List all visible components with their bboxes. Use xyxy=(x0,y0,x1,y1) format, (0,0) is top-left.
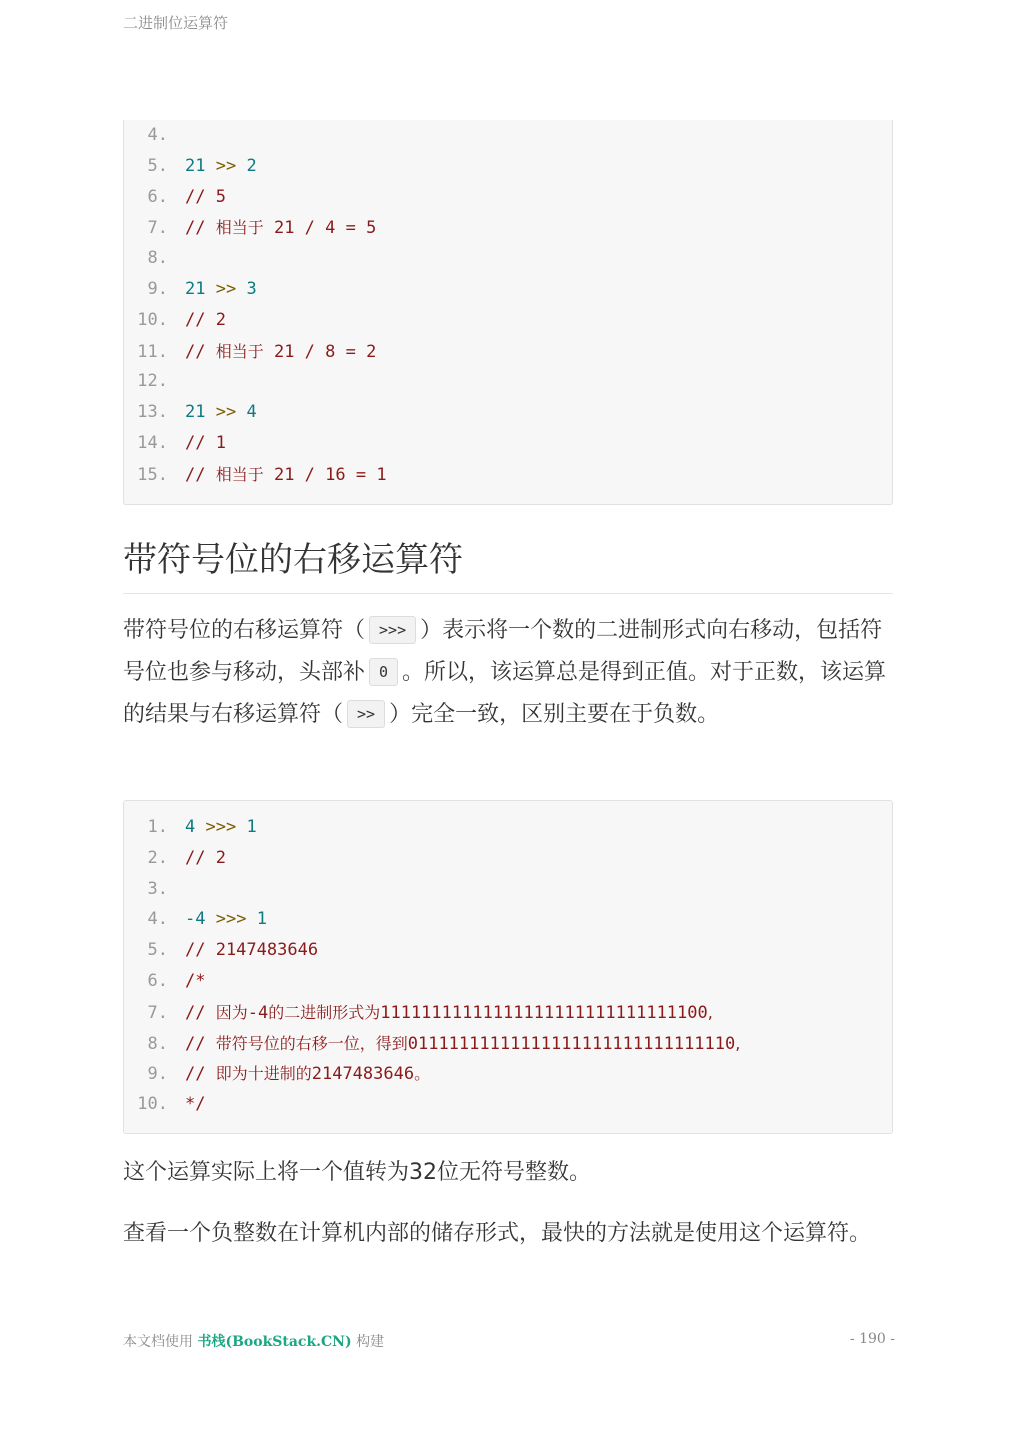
section-title: 带符号位的右移运算符 xyxy=(123,532,893,594)
code-token: 1 xyxy=(246,817,257,837)
para-text: 。所以，该运算总是得到正值。对于正数，该运算的结果与右移运算符（ xyxy=(123,660,887,727)
code-token: >> xyxy=(215,402,237,423)
code-token: -4 xyxy=(247,1002,269,1023)
code-token: 21 xyxy=(185,279,206,299)
line-number: 11. xyxy=(137,341,168,362)
code-line xyxy=(124,151,257,182)
code-token: 21 xyxy=(185,402,206,423)
code-token xyxy=(205,909,215,929)
code-token: 3 xyxy=(246,279,257,299)
code-token: , xyxy=(707,1002,713,1022)
code-line xyxy=(124,812,257,843)
code-token xyxy=(246,909,256,929)
inline-code-unsigned-shift: >>> xyxy=(369,616,416,644)
code-token: // 5 xyxy=(185,186,226,207)
code-line xyxy=(124,182,226,213)
para-text: ）表示将一个数的二进制形式向右移动，包括符号位也参与移动，头部补 xyxy=(123,618,883,685)
line-number: 4. xyxy=(147,909,168,930)
code-token: -4 xyxy=(185,909,206,930)
paragraph-description xyxy=(123,610,895,736)
inline-code-zero: 0 xyxy=(369,658,398,686)
code-block-unsigned-shift xyxy=(123,800,893,1134)
code-line xyxy=(124,935,318,966)
code-line xyxy=(124,120,185,151)
code-token xyxy=(236,817,246,837)
line-number: 13. xyxy=(137,402,168,423)
code-token: 2 xyxy=(246,155,257,176)
code-token xyxy=(236,402,246,422)
code-token: 4 xyxy=(246,402,257,423)
line-number: 7. xyxy=(147,1002,168,1023)
code-token: // xyxy=(185,341,216,362)
code-token: 相当于 xyxy=(215,218,264,238)
code-line xyxy=(124,1089,205,1120)
code-line xyxy=(124,874,185,905)
code-token: // xyxy=(185,1064,216,1085)
line-number: 12. xyxy=(137,371,168,392)
code-token: /* xyxy=(185,971,206,991)
code-token: */ xyxy=(185,1094,206,1115)
line-number: 7. xyxy=(147,218,168,239)
code-line xyxy=(124,305,226,336)
code-token xyxy=(205,402,215,422)
code-token: // 2147483646 xyxy=(185,940,319,961)
footer-suffix: 构建 xyxy=(356,1334,385,1350)
code-token: // 1 xyxy=(185,433,226,453)
code-token: 相当于 xyxy=(215,341,264,361)
code-line xyxy=(124,274,257,305)
running-header: 二进制位运算符 xyxy=(123,14,229,32)
line-number: 3. xyxy=(147,878,168,899)
paragraph-note: 这个运算实际上将一个值转为32位无符号整数。 xyxy=(123,1160,591,1185)
code-token: 1 xyxy=(256,909,267,930)
code-line xyxy=(124,966,205,997)
code-line xyxy=(124,904,267,935)
footer-prefix: 本文档使用 xyxy=(123,1334,193,1350)
para-text: ）完全一致，区别主要在于负数。 xyxy=(389,702,720,727)
code-line xyxy=(124,459,387,490)
code-line xyxy=(124,1058,430,1089)
code-token: 21 / 4 = 5 xyxy=(263,218,377,239)
code-token: 21 / 16 = 1 xyxy=(263,464,387,485)
code-token: 21 xyxy=(185,155,206,176)
code-token: // xyxy=(185,1033,216,1054)
code-token: 的二进制形式为 xyxy=(268,1002,381,1022)
line-number: 14. xyxy=(137,433,168,453)
inline-code-right-shift: >> xyxy=(347,700,385,728)
code-token: , xyxy=(735,1033,741,1053)
code-token: >>> xyxy=(205,817,237,837)
code-token xyxy=(236,156,246,176)
code-token: >>> xyxy=(215,909,247,930)
line-number: 5. xyxy=(147,940,168,961)
code-token: // 2 xyxy=(185,309,226,330)
line-number: 2. xyxy=(147,847,168,868)
code-token xyxy=(205,156,215,176)
code-line xyxy=(124,843,226,874)
code-token: 即为十进制的 xyxy=(215,1064,312,1084)
line-number: 10. xyxy=(137,309,168,330)
code-block-right-shift xyxy=(123,120,893,505)
line-number: 8. xyxy=(147,248,168,269)
line-number: 8. xyxy=(147,1033,168,1054)
code-line xyxy=(124,336,376,367)
code-token: 21 / 8 = 2 xyxy=(263,341,377,362)
code-line xyxy=(124,997,713,1028)
line-number: 6. xyxy=(147,186,168,207)
code-token: 带符号位的右移一位，得到 xyxy=(215,1033,408,1053)
code-token: 2147483646 xyxy=(311,1064,415,1085)
code-line xyxy=(124,243,185,274)
code-token: // xyxy=(185,1002,216,1023)
code-token: 。 xyxy=(414,1064,431,1084)
line-number: 1. xyxy=(147,817,168,837)
line-number: 10. xyxy=(137,1094,168,1115)
code-token: // 2 xyxy=(185,847,226,868)
line-number: 9. xyxy=(147,279,168,299)
paragraph-tip: 查看一个负整数在计算机内部的储存形式，最快的方法就是使用这个运算符。 xyxy=(123,1221,872,1246)
code-token xyxy=(205,279,215,299)
code-token: // xyxy=(185,218,216,239)
page-number: - 190 - xyxy=(849,1331,895,1347)
code-line xyxy=(124,428,226,459)
line-number: 6. xyxy=(147,971,168,991)
code-token: >> xyxy=(215,279,237,299)
code-token: // xyxy=(185,464,216,485)
footer-brand-link[interactable]: 书栈(BookStack.CN) xyxy=(197,1334,352,1350)
line-number: 5. xyxy=(147,155,168,176)
line-number: 15. xyxy=(137,464,168,485)
code-token: 因为 xyxy=(215,1002,248,1022)
code-line xyxy=(124,366,185,397)
line-number: 9. xyxy=(147,1064,168,1085)
code-token: 11111111111111111111111111111100 xyxy=(380,1002,708,1023)
code-line xyxy=(124,212,376,243)
code-token: 相当于 xyxy=(215,464,264,484)
code-token xyxy=(236,279,246,299)
para-text: 带符号位的右移运算符（ xyxy=(123,618,366,643)
code-token: 4 xyxy=(185,817,196,837)
footer-credit xyxy=(123,1331,384,1351)
code-token xyxy=(195,817,205,837)
code-token: >> xyxy=(215,155,237,176)
code-line xyxy=(124,1028,740,1059)
line-number: 4. xyxy=(147,125,168,145)
code-token: 01111111111111111111111111111110 xyxy=(407,1033,736,1054)
code-line xyxy=(124,397,257,428)
